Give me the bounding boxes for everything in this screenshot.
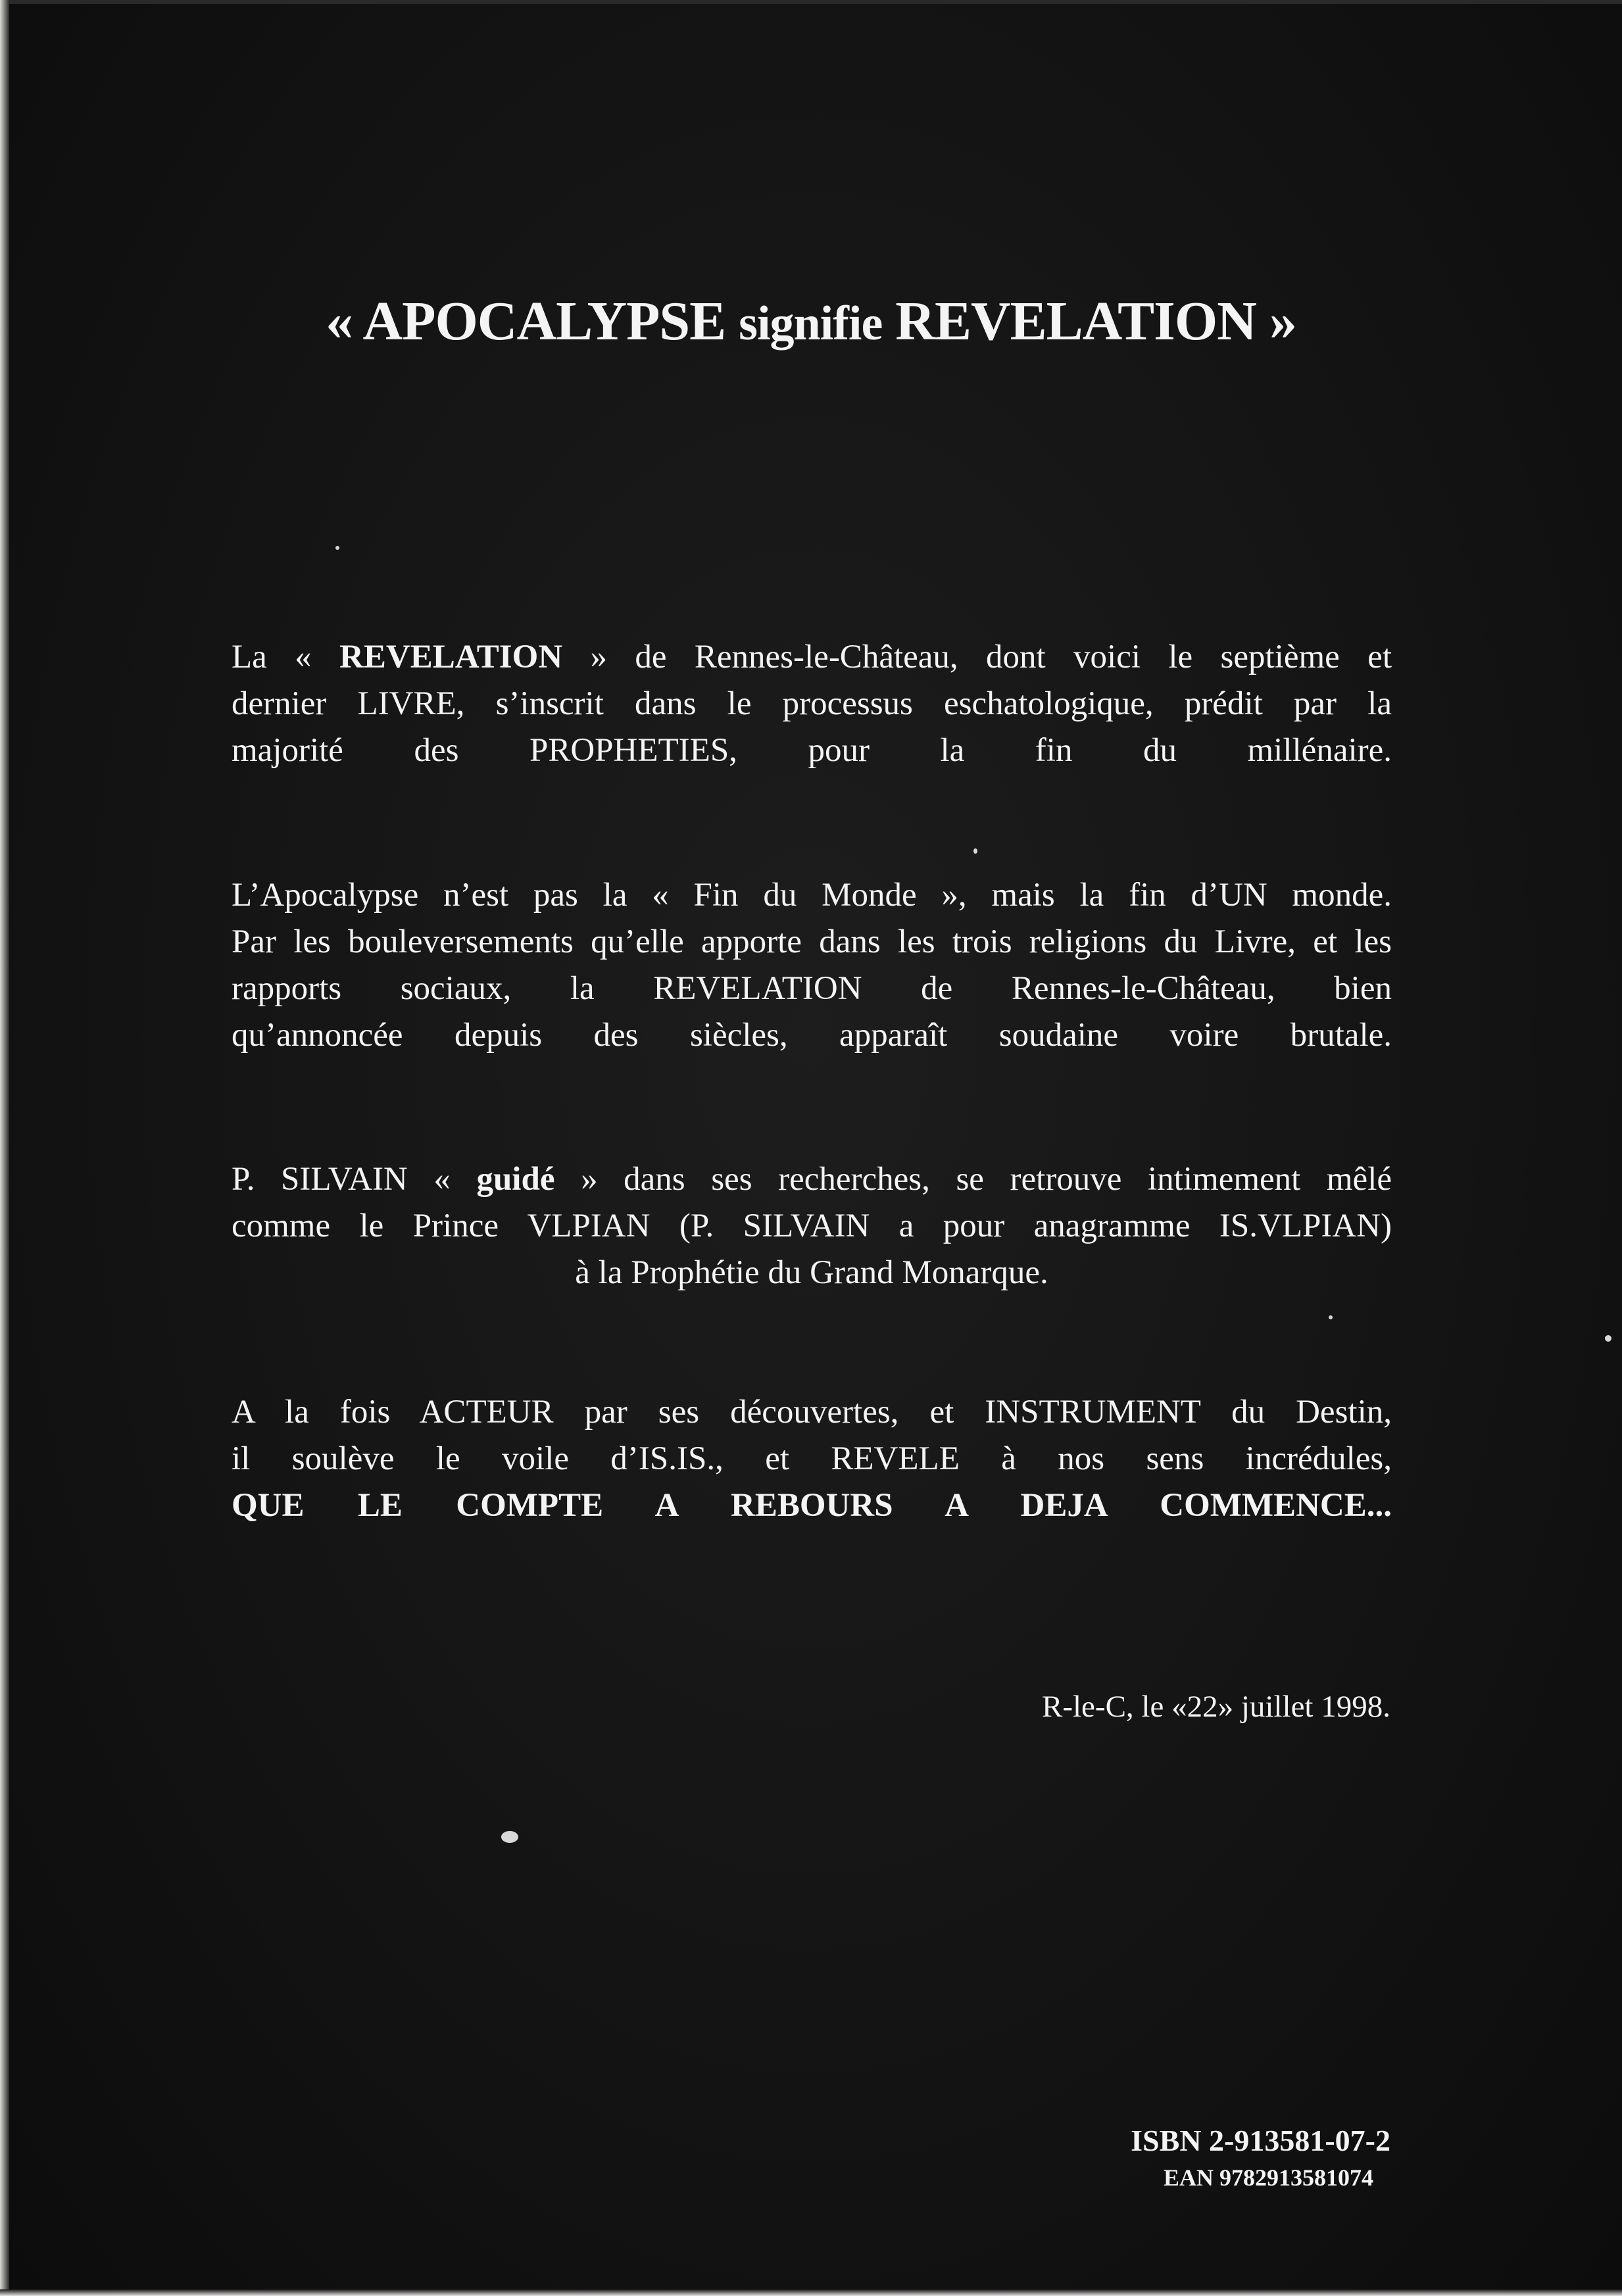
p3-l1-guide: guidé — [476, 1161, 555, 1198]
page-edge-bottom — [0, 2289, 1622, 2296]
paragraph-apocalypse — [232, 872, 1392, 1059]
paragraph2-line2: Par les bouleversements qu’elle apporte dans les trois religions du Livre, et les — [232, 923, 1392, 960]
paragraph3-line2: comme le Prince VLPIAN (P. SILVAIN a pour anagramme IS.VLPIAN) — [232, 1208, 1392, 1244]
scan-speck — [1329, 1315, 1333, 1319]
title-close-quote: » — [1269, 291, 1296, 352]
paragraph4-line2: il soulève le voile d’IS.IS., et REVELE à nos sens incrédules, — [232, 1440, 1392, 1477]
ean-number: EAN 9782913581074 — [1163, 2164, 1373, 2191]
paragraph-acteur — [232, 1389, 1392, 1529]
page-edge-top — [0, 0, 1622, 4]
title-word-apocalypse: APOCALYPSE — [362, 291, 726, 352]
paragraph4-line3: QUE LE COMPTE A REBOURS A DEJA COMMENCE... — [232, 1487, 1392, 1524]
title-open-quote: « — [326, 291, 353, 352]
cover-title — [0, 289, 1622, 353]
paragraph1-line1 — [232, 634, 1392, 681]
paragraph-revelation-intro — [232, 634, 1392, 774]
paragraph2-line1: L’Apocalypse n’est pas la « Fin du Monde », mais la fin d’UN monde. — [232, 877, 1392, 914]
scan-speck — [973, 848, 977, 854]
scan-speck — [501, 1831, 518, 1843]
p3-l1-prefix: P. SILVAIN « — [232, 1161, 477, 1198]
title-word-signifie: signifie — [739, 297, 883, 351]
place-date-signature: R-le-C, le «22» juillet 1998. — [1042, 1690, 1390, 1724]
paragraph3-line1 — [232, 1156, 1392, 1203]
paragraph1-line3: majorité des PROPHETIES, pour la fin du millénaire. — [232, 732, 1392, 769]
paragraph3-line3: à la Prophétie du Grand Monarque. — [575, 1254, 1048, 1291]
p1-l1-prefix: La « — [232, 639, 340, 675]
paragraph2-line4: qu’annoncée depuis des siècles, apparaît soudaine voire brutale. — [232, 1017, 1392, 1054]
paragraph1-line2: dernier LIVRE, s’inscrit dans le processus eschatologique, prédit par la — [232, 685, 1392, 722]
p1-l1-suffix: » de Rennes-le-Château, dont voici le septième et — [562, 639, 1392, 675]
scan-speck — [335, 546, 339, 550]
paragraph4-line1: A la fois ACTEUR par ses découvertes, et INSTRUMENT du Destin, — [232, 1394, 1392, 1430]
isbn-number: ISBN 2-913581-07-2 — [1131, 2124, 1390, 2157]
p3-l1-suffix: » dans ses recherches, se retrouve intimement mêlé — [554, 1161, 1392, 1198]
title-word-revelation: REVELATION — [895, 291, 1256, 352]
paragraph2-line3: rapports sociaux, la REVELATION de Rennes-le-Château, bien — [232, 970, 1392, 1007]
p1-l1-revelation: REVELATION — [339, 639, 563, 675]
scan-speck — [1605, 1335, 1611, 1342]
paragraph-silvain — [232, 1156, 1392, 1296]
